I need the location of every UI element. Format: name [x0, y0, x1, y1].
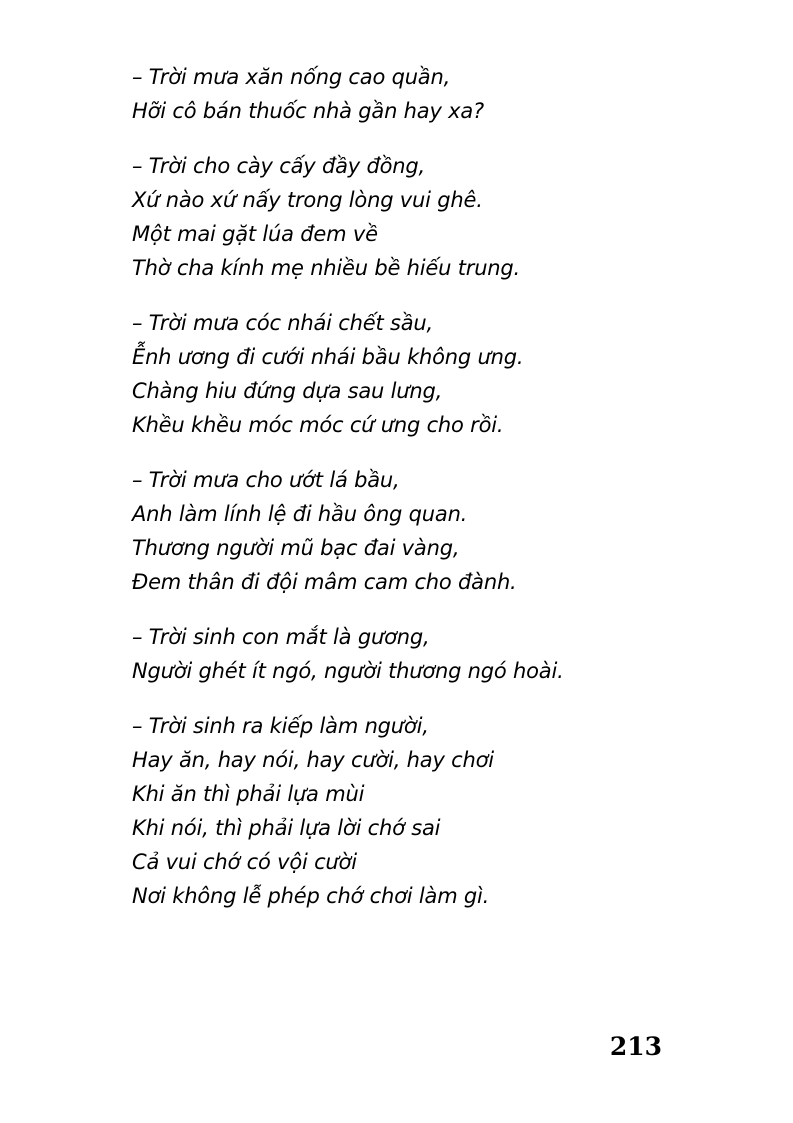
stanza-1 — [132, 60, 752, 128]
poem-line: Khều khều móc móc cứ ưng cho rồi. — [132, 413, 504, 437]
stanza-6 — [132, 709, 752, 913]
poem-line: Khi nói, thì phải lựa lời chớ sai — [132, 816, 441, 840]
poem-line: Anh làm lính lệ đi hầu ông quan. — [132, 502, 468, 526]
poem-line: Ễnh ương đi cưới nhái bầu không ưng. — [132, 345, 524, 369]
poem-line: Thương người mũ bạc đai vàng, — [132, 536, 460, 560]
poem-line: Người ghét ít ngó, người thương ngó hoài. — [132, 659, 564, 683]
stanza-5 — [132, 620, 752, 688]
stanza-2 — [132, 149, 752, 285]
poem-line: Chàng hiu đứng dựa sau lưng, — [132, 379, 443, 403]
poem-line: – Trời cho cày cấy đầy đồng, — [132, 154, 425, 178]
poem-line: Hay ăn, hay nói, hay cười, hay chơi — [132, 748, 494, 772]
poem-line: Cả vui chớ có vội cười — [132, 850, 357, 874]
poem-line: Đem thân đi đội mâm cam cho đành. — [132, 570, 517, 594]
poem-line: – Trời mưa xăn nống cao quần, — [132, 65, 451, 89]
poem-line: – Trời sinh con mắt là gương, — [132, 625, 430, 649]
poem-line: Thờ cha kính mẹ nhiều bề hiếu trung. — [132, 256, 521, 280]
poem-line: Một mai gặt lúa đem về — [132, 222, 378, 246]
stanza-3 — [132, 306, 752, 442]
poem-line: – Trời mưa cho ướt lá bầu, — [132, 468, 400, 492]
poem-body — [132, 60, 752, 934]
poem-line: – Trời sinh ra kiếp làm người, — [132, 714, 429, 738]
poem-line: – Trời mưa cóc nhái chết sầu, — [132, 311, 433, 335]
poem-line: Xứ nào xứ nấy trong lòng vui ghê. — [132, 188, 483, 212]
poem-line: Khi ăn thì phải lựa mùi — [132, 782, 365, 806]
page-number: 213 — [609, 1032, 662, 1061]
poem-line: Hỡi cô bán thuốc nhà gần hay xa? — [132, 99, 484, 123]
stanza-4 — [132, 463, 752, 599]
poem-line: Nơi không lễ phép chớ chơi làm gì. — [132, 884, 490, 908]
